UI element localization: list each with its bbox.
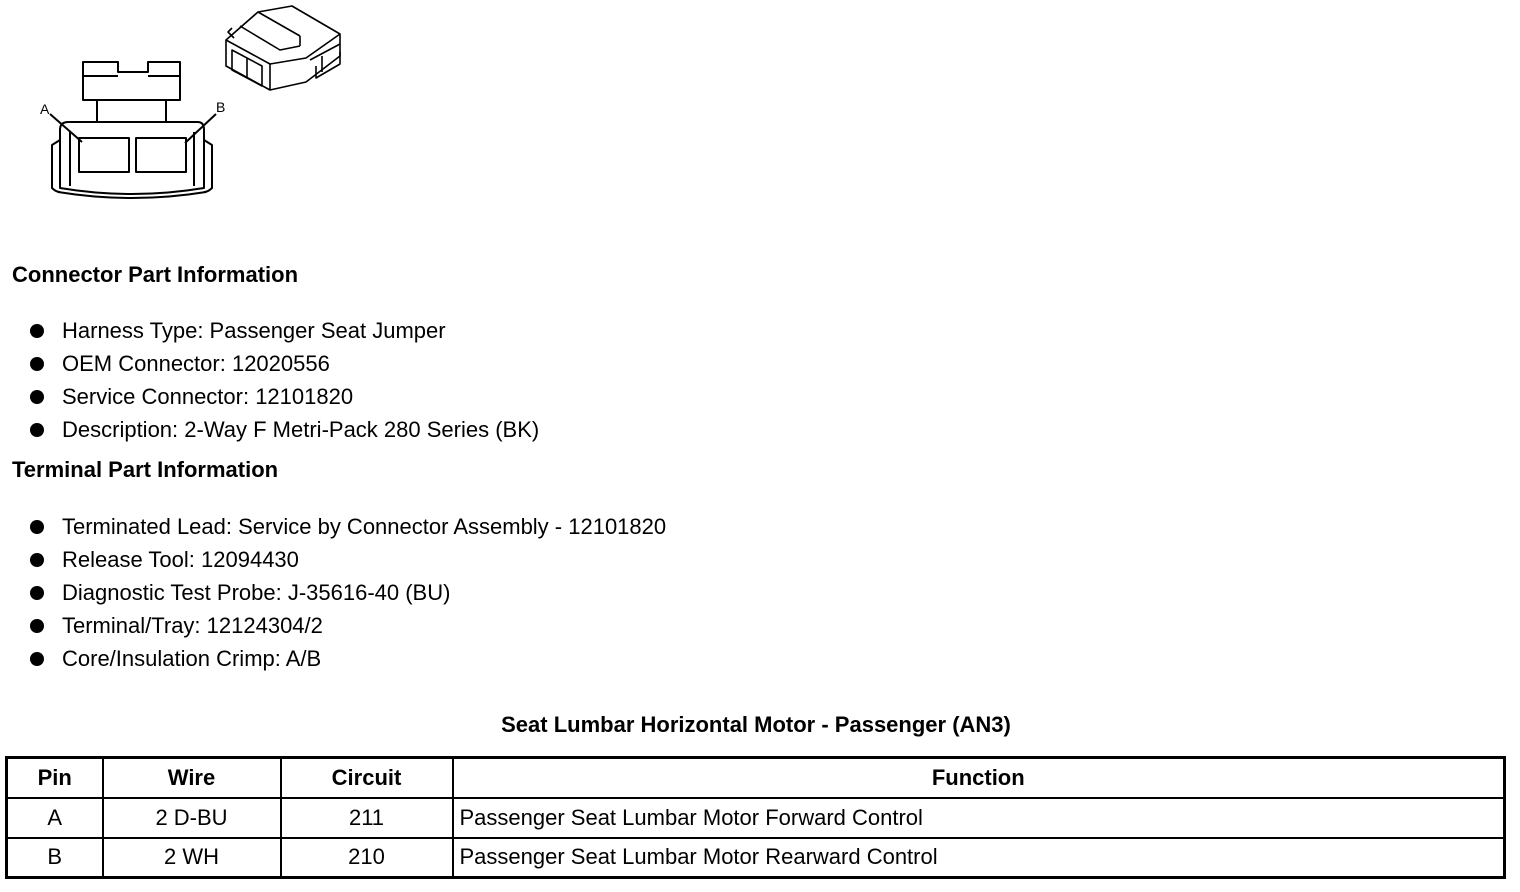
- connector-latch: [83, 62, 180, 100]
- connector-isometric-view: [226, 6, 340, 90]
- table-row: [7, 838, 1505, 878]
- header-function: Function: [453, 758, 1505, 798]
- connector-body: [60, 122, 204, 194]
- cell-wire: 2 D-BU: [103, 798, 281, 838]
- bullet-icon: [30, 423, 44, 437]
- connector-diagram: [0, 0, 380, 220]
- bullet-icon: [30, 324, 44, 338]
- header-circuit: Circuit: [281, 758, 453, 798]
- list-item-text: Core/Insulation Crimp: A/B: [62, 646, 322, 671]
- table-title: Seat Lumbar Horizontal Motor - Passenger (AN3): [501, 712, 1011, 737]
- header-wire: Wire: [103, 758, 281, 798]
- pin-label-b: B: [216, 99, 226, 115]
- cell-pin: B: [7, 838, 103, 878]
- bullet-icon: [30, 390, 44, 404]
- list-item: [28, 576, 666, 609]
- bullet-icon: [30, 520, 44, 534]
- list-item: [28, 413, 539, 446]
- bullet-icon: [30, 586, 44, 600]
- list-item-text: Diagnostic Test Probe: J-35616-40 (BU): [62, 580, 451, 605]
- cavity-b: [136, 138, 186, 172]
- list-item-text: OEM Connector: 12020556: [62, 351, 330, 376]
- list-item-text: Release Tool: 12094430: [62, 547, 299, 572]
- connector-info-list: [28, 314, 539, 446]
- bullet-icon: [30, 619, 44, 633]
- pin-label-a: A: [40, 101, 50, 117]
- list-item-text: Description: 2-Way F Metri-Pack 280 Series (BK): [62, 417, 540, 442]
- list-item: [28, 543, 666, 576]
- bullet-icon: [30, 357, 44, 371]
- list-item: [28, 642, 666, 675]
- list-item-text: Harness Type: Passenger Seat Jumper: [62, 318, 446, 343]
- table-header-row: [7, 758, 1505, 798]
- connector-info-title: Connector Part Information: [12, 262, 299, 287]
- cell-function: Passenger Seat Lumbar Motor Rearward Control: [453, 838, 1505, 878]
- cell-pin: A: [7, 798, 103, 838]
- cell-function: Passenger Seat Lumbar Motor Forward Control: [453, 798, 1505, 838]
- bullet-icon: [30, 652, 44, 666]
- list-item: [28, 609, 666, 642]
- list-item-text: Service Connector: 12101820: [62, 384, 354, 409]
- terminal-info-list: [28, 510, 666, 675]
- cell-circuit: 210: [281, 838, 453, 878]
- table-row: [7, 798, 1505, 838]
- cell-circuit: 211: [281, 798, 453, 838]
- list-item-text: Terminal/Tray: 12124304/2: [62, 613, 323, 638]
- list-item: [28, 380, 539, 413]
- list-item: [28, 510, 666, 543]
- bullet-icon: [30, 553, 44, 567]
- terminal-info-title: Terminal Part Information: [12, 457, 279, 482]
- cell-wire: 2 WH: [103, 838, 281, 878]
- list-item-text: Terminated Lead: Service by Connector Assembly - 12101820: [62, 514, 667, 539]
- list-item: [28, 347, 539, 380]
- pin-table: [5, 756, 1506, 879]
- cavity-a: [79, 138, 129, 172]
- list-item: [28, 314, 539, 347]
- header-pin: Pin: [7, 758, 103, 798]
